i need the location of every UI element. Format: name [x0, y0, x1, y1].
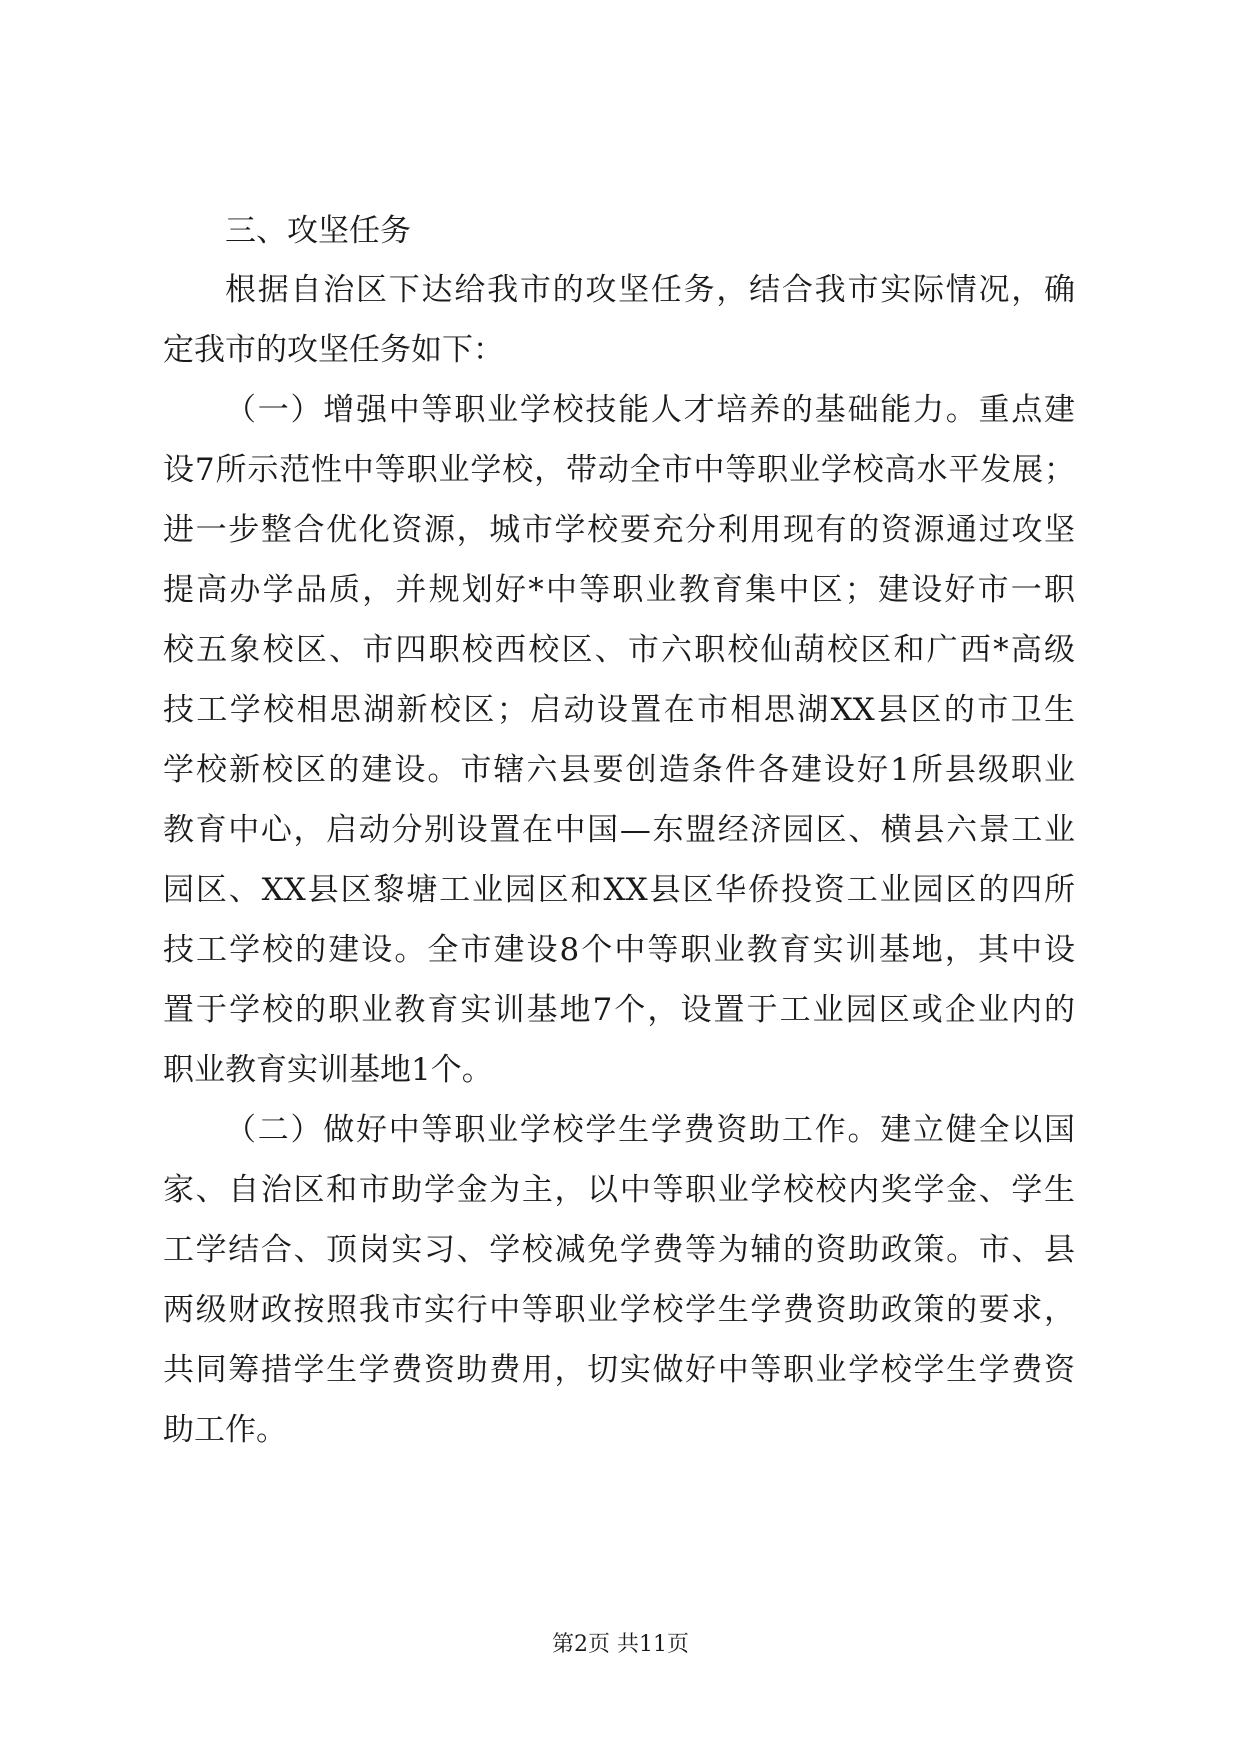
paragraph-one-line: 技工学校的建设。全市建设8个中等职业教育实训基地，其中设 [163, 932, 1075, 968]
paragraph-one-line: 提高办学品质，并规划好*中等职业教育集中区；建设好市一职 [163, 572, 1075, 608]
paragraph-one-line: 学校新校区的建设。市辖六县要创造条件各建设好1所县级职业 [163, 752, 1075, 788]
paragraph-one-line: 进一步整合优化资源，城市学校要充分利用现有的资源通过攻坚 [163, 512, 1075, 548]
paragraph-two-line: 两级财政按照我市实行中等职业学校学生学费资助政策的要求， [163, 1292, 1075, 1328]
paragraph-two-line: 共同筹措学生学费资助费用，切实做好中等职业学校学生学费资 [163, 1352, 1075, 1388]
paragraph-one-line: 置于学校的职业教育实训基地7个，设置于工业园区或企业内的 [163, 992, 1075, 1028]
paragraph-one-line: 园区、XX县区黎塘工业园区和XX县区华侨投资工业园区的四所 [163, 872, 1075, 908]
intro-line: 根据自治区下达给我市的攻坚任务，结合我市实际情况，确 [225, 272, 1075, 308]
paragraph-two-line: 助工作。 [163, 1412, 287, 1448]
section-heading: 三、攻坚任务 [225, 213, 411, 249]
paragraph-one-line: 技工学校相思湖新校区；启动设置在市相思湖XX县区的市卫生 [163, 692, 1075, 728]
paragraph-two-line: 工学结合、顶岗实习、学校减免学费等为辅的资助政策。市、县 [163, 1232, 1075, 1268]
paragraph-two-line: 家、自治区和市助学金为主，以中等职业学校校内奖学金、学生 [163, 1172, 1075, 1208]
paragraph-one-line: （一）增强中等职业学校技能人才培养的基础能力。重点建 [225, 392, 1075, 428]
intro-line: 定我市的攻坚任务如下： [163, 332, 504, 368]
paragraph-one-line: 校五象校区、市四职校西校区、市六职校仙葫校区和广西*高级 [163, 632, 1075, 668]
paragraph-one-line: 职业教育实训基地1个。 [163, 1052, 493, 1088]
paragraph-one-line: 设7所示范性中等职业学校，带动全市中等职业学校高水平发展； [163, 452, 1075, 488]
page-number-footer: 第2页 共11页 [552, 1632, 689, 1657]
paragraph-one-line: 教育中心，启动分别设置在中国—东盟经济园区、横县六景工业 [163, 812, 1075, 848]
paragraph-two-line: （二）做好中等职业学校学生学费资助工作。建立健全以国 [225, 1112, 1075, 1148]
